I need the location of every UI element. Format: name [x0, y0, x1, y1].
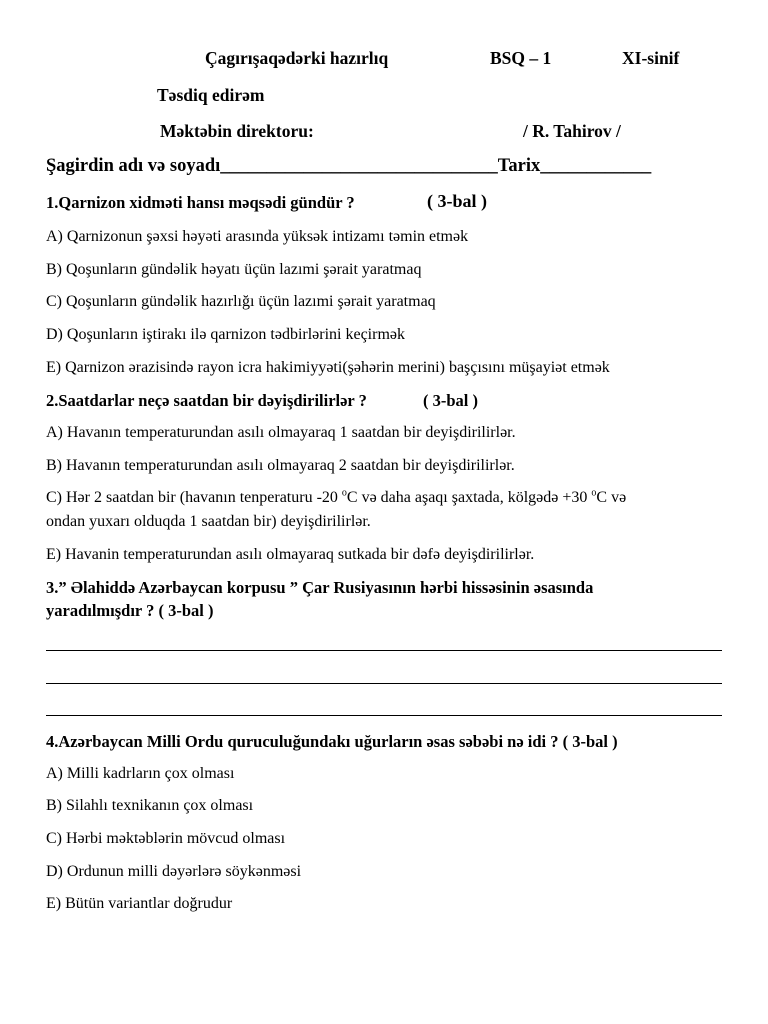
answer-line-1[interactable]: [46, 650, 722, 651]
question-2-points: ( 3-bal ): [423, 391, 478, 410]
q1-option-b[interactable]: B) Qoşunların gündəlik həyatı üçün lazımi şərait yaratmaq: [46, 261, 422, 278]
q1-option-d[interactable]: D) Qoşunların iştirakı ilə qarnizon tədbirlərini keçirmək: [46, 326, 405, 343]
q2-option-b[interactable]: B) Havanın temperaturundan asılı olmayaraq 2 saatdan bir deyişdirilirlər.: [46, 457, 515, 474]
student-name-label: Şagirdin adı və soyadı: [46, 156, 221, 176]
approval-text: Təsdiq edirəm: [157, 85, 265, 105]
q1-option-e[interactable]: E) Qarnizon ərazisində rayon icra hakimiyyəti(şəhərin merini) başçısını müşayiət etmək: [46, 359, 610, 376]
q2-option-a[interactable]: A) Havanın temperaturundan asılı olmayaraq 1 saatdan bir deyişdirilirlər.: [46, 424, 516, 441]
test-code: BSQ – 1: [490, 48, 552, 68]
q4-option-e[interactable]: E) Bütün variantlar doğrudur: [46, 895, 233, 912]
q2-option-c-text: C və: [596, 489, 627, 506]
student-name-blank[interactable]: ______________________________: [220, 156, 498, 176]
q4-option-a[interactable]: A) Milli kadrların çox olması: [46, 765, 235, 782]
q2-option-c-text: C və daha aşaqı şaxtada, kölgədə +30: [346, 489, 592, 506]
date-label: Tarix: [497, 156, 541, 176]
q2-option-c-continued: ondan yuxarı olduqda 1 saatdan bir) deyişdirilirlər.: [46, 513, 371, 530]
q2-option-c[interactable]: [46, 489, 626, 507]
question-4-title: 4.Azərbaycan Milli Ordu quruculuğundakı uğurların əsas səbəbi nə idi ? ( 3-bal ): [46, 732, 618, 751]
question-3-title: 3.” Əlahiddə Azərbaycan korpusu ” Çar Rusiyasının hərbi hissəsinin əsasında: [46, 578, 594, 597]
degree-sign: o: [591, 487, 597, 499]
date-blank[interactable]: ____________: [540, 156, 652, 176]
degree-sign: o: [341, 487, 347, 499]
question-1-points: ( 3-bal ): [427, 191, 487, 211]
q1-option-a[interactable]: A) Qarnizonun şəxsi həyəti arasında yüksək intizamı təmin etmək: [46, 228, 469, 245]
student-info-line: [46, 156, 651, 177]
director-name: / R. Tahirov /: [523, 121, 621, 141]
question-1-title: 1.Qarnizon xidməti hansı məqsədi gündür ?: [46, 193, 355, 212]
question-3-title-continued: yaradılmışdır ? ( 3-bal ): [46, 601, 214, 620]
subject-title: Çagırışaqədərki hazırlıq: [205, 48, 389, 68]
q1-option-c[interactable]: C) Qoşunların gündəlik hazırlığı üçün lazımi şərait yaratmaq: [46, 293, 436, 310]
q2-option-c-text: C) Hər 2 saatdan bir (havanın tenperaturu -20: [46, 489, 342, 506]
q2-option-e[interactable]: E) Havanin temperaturundan asılı olmayaraq sutkada bir dəfə deyişdirilirlər.: [46, 546, 535, 563]
grade-label: XI-sinif: [622, 48, 680, 68]
answer-line-3[interactable]: [46, 715, 722, 716]
q4-option-c[interactable]: C) Hərbi məktəblərin mövcud olması: [46, 830, 286, 847]
q4-option-b[interactable]: B) Silahlı texnikanın çox olması: [46, 797, 254, 814]
q4-option-d[interactable]: D) Ordunun milli dəyərlərə söykənməsi: [46, 863, 302, 880]
answer-line-2[interactable]: [46, 683, 722, 684]
question-2-title: 2.Saatdarlar neçə saatdan bir dəyişdirilirlər ?: [46, 391, 367, 410]
director-label: Məktəbin direktoru:: [160, 121, 314, 141]
